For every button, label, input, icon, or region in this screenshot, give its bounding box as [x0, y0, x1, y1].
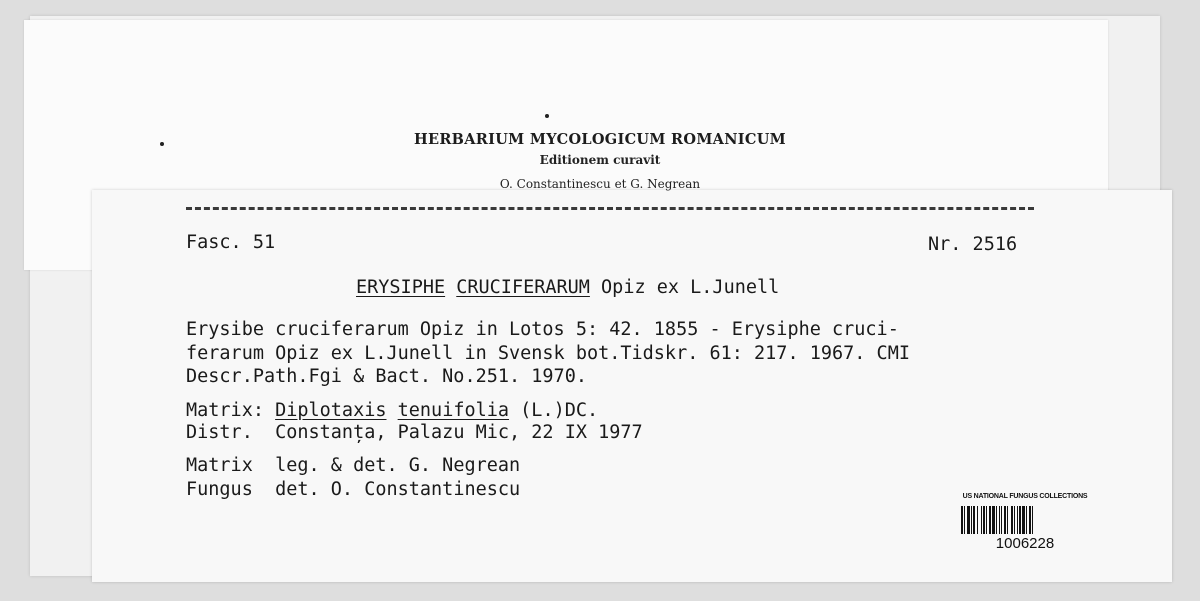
barcode-bar — [983, 506, 985, 534]
barcode-bar — [964, 506, 965, 534]
barcode-number: 1006228 — [995, 535, 1055, 552]
barcode-institution: US NATIONAL FUNGUS COLLECTIONS — [962, 493, 1088, 500]
barcode-bar — [1019, 506, 1021, 534]
barcode-bar — [996, 506, 997, 534]
ink-dot — [545, 114, 549, 118]
fascicle-number: Fasc. 51 — [186, 232, 276, 253]
barcode-bar — [971, 506, 972, 534]
synonymy-line: Descr.Path.Fgi & Bact. No.251. 1970. — [186, 366, 587, 387]
collector-line — [186, 455, 520, 476]
barcode-bar — [1032, 506, 1033, 534]
distr-value: Constanța, Palazu Mic, 22 IX 1977 — [275, 422, 643, 443]
barcode-bar — [986, 506, 987, 534]
barcode-bar — [973, 506, 975, 534]
fungus-label: Fungus — [186, 479, 253, 500]
species-name — [356, 277, 779, 298]
barcode-bar — [1029, 506, 1031, 534]
herbarium-editors: O. Constantinescu et G. Negrean — [499, 177, 701, 191]
barcode-bars — [961, 506, 1089, 534]
barcode-bar — [967, 506, 970, 534]
species-genus: ERYSIPHE — [356, 277, 446, 298]
barcode-bar — [992, 506, 995, 534]
barcode-bar — [1022, 506, 1025, 534]
species-epithet: CRUCIFERARUM — [456, 277, 590, 298]
collector-value: leg. & det. G. Negrean — [275, 455, 521, 476]
specimen-number: Nr. 2516 — [928, 234, 1018, 255]
barcode-bar — [981, 506, 982, 534]
herbarium-subtitle: Editionem curavit — [539, 153, 661, 167]
fungus-value: det. O. Constantinescu — [275, 479, 521, 500]
distribution — [186, 422, 643, 443]
distr-label: Distr. — [186, 422, 253, 443]
barcode-bar — [1014, 506, 1015, 534]
barcode-bar — [999, 506, 1000, 534]
collector-label: Matrix — [186, 455, 253, 476]
barcode-bar — [1011, 506, 1013, 534]
host-genus: Diplotaxis — [275, 400, 387, 421]
dashed-divider — [186, 207, 1034, 210]
barcode-bar — [989, 506, 991, 534]
herbarium-title: HERBARIUM MYCOLOGICUM ROMANICUM — [413, 131, 787, 148]
synonymy-line: ferarum Opiz ex L.Junell in Svensk bot.Tidskr. 61: 217. 1967. CMI — [186, 343, 910, 364]
barcode-bar — [1004, 506, 1006, 534]
barcode-label — [955, 493, 1095, 561]
barcode-bar — [1007, 506, 1008, 534]
matrix-label: Matrix: — [186, 400, 264, 421]
barcode-bar — [1026, 506, 1027, 534]
barcode-bar — [1001, 506, 1002, 534]
synonymy-line: Erysibe cruciferarum Opiz in Lotos 5: 42. 1855 - Erysiphe cruci- — [186, 319, 899, 340]
barcode-bar — [977, 506, 978, 534]
host-author: (L.)DC. — [520, 400, 599, 421]
species-author: Opiz ex L.Junell — [601, 277, 780, 298]
determiner-line — [186, 479, 520, 500]
matrix-host — [186, 400, 598, 421]
barcode-bar — [1017, 506, 1018, 534]
ink-dot — [160, 142, 164, 146]
barcode-bar — [961, 506, 963, 534]
host-epithet: tenuifolia — [397, 400, 510, 421]
